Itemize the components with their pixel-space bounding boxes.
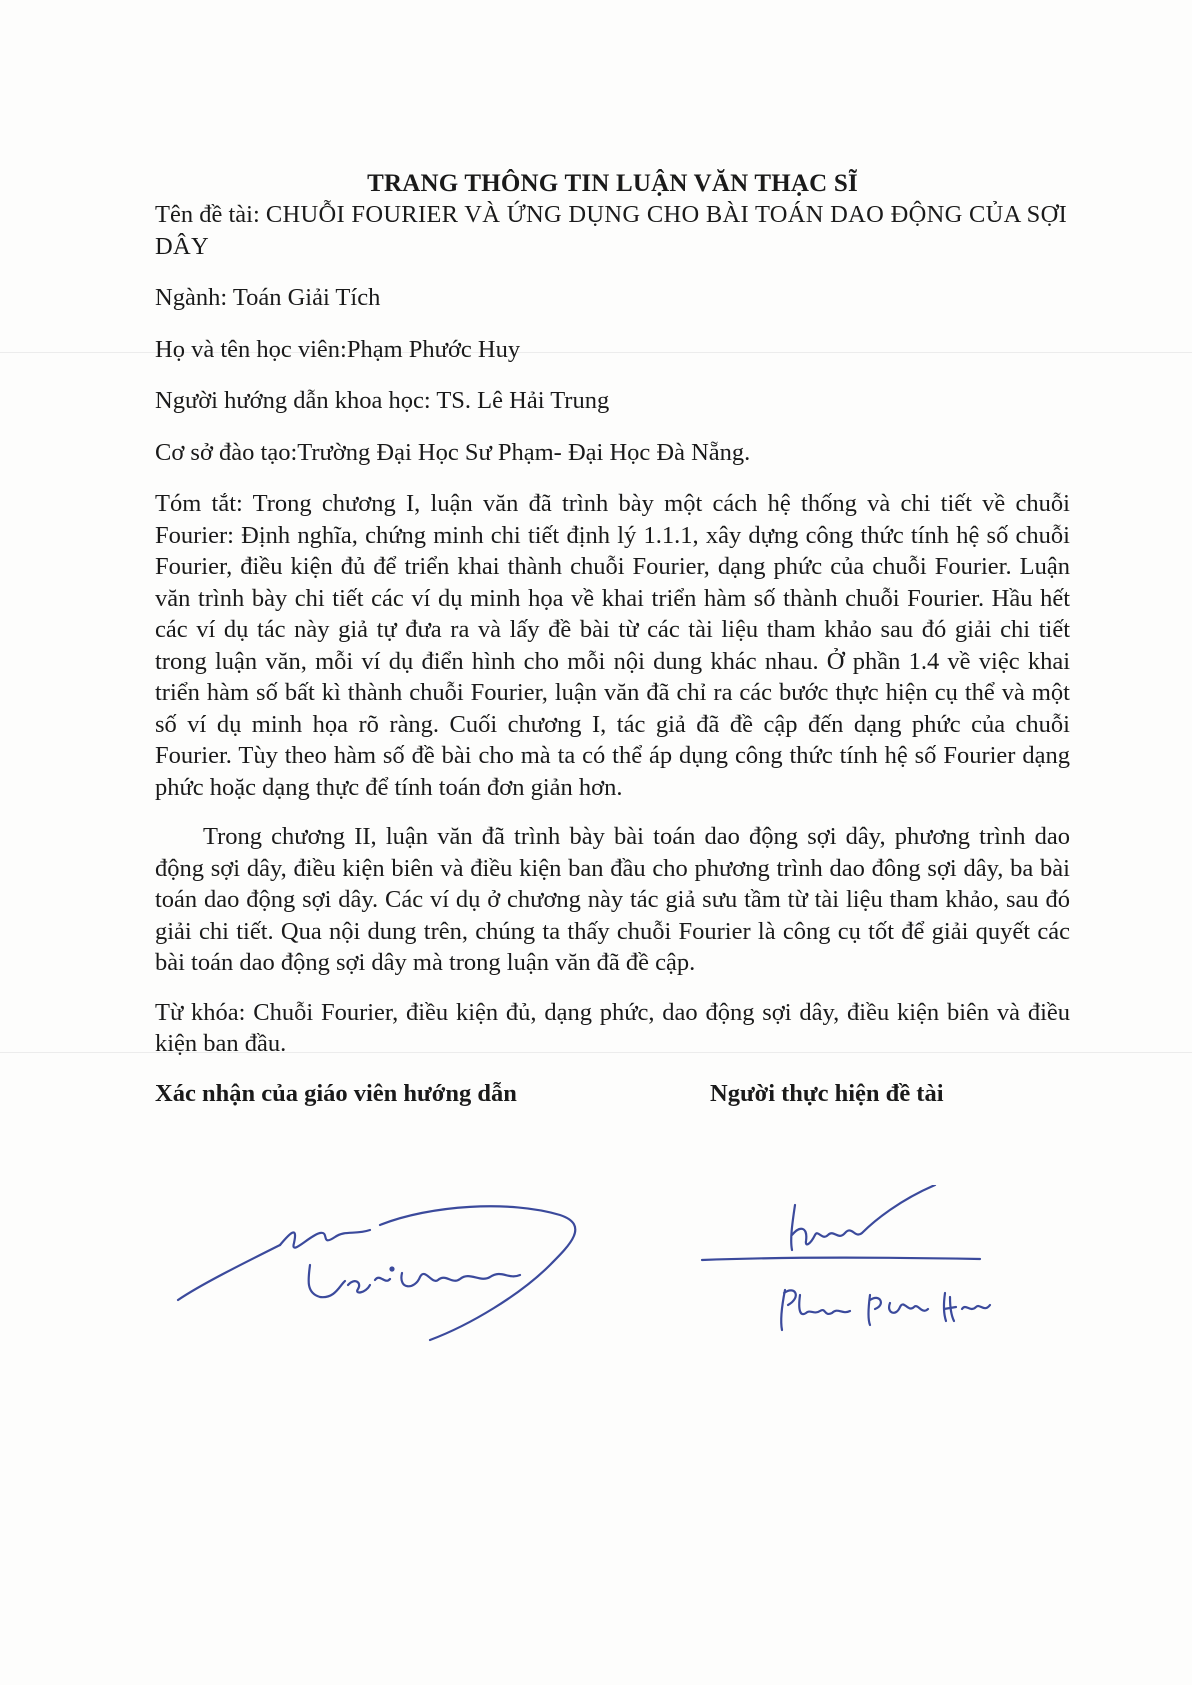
student-label: Họ và tên học viên: [155,335,347,363]
institution-label: Cơ sở đào tạo: [155,438,298,466]
summary-paragraph-2: Trong chương II, luận văn đã trình bày bài toán dao động sợi dây, phương trình dao động sợi dây, điều kiện biên và điều kiện ban đầu cho phương trình dao đông sợi dây, ba bài toán dao động sợi dây. Các ví dụ ở chương này tác giả sưu tầm từ tài liệu tham khảo, sau đó giải chi tiết. Qua nội dung trên, chúng ta thấy chuỗi Fourier là công cụ tốt để giải quyết các bài toán dao động sợi dây mà trong luận văn đã đề cập. [155,823,1070,976]
supervisor-signature-image [170,1185,610,1345]
keywords-field [155,997,1070,1060]
signature-headings [155,1078,1070,1118]
supervisor-field [155,385,1070,417]
author-signature-image [700,1185,1020,1345]
document-content [155,168,1070,1118]
topic-value: CHUỖI FOURIER VÀ ỨNG DỤNG CHO BÀI TOÁN DAO ĐỘNG CỦA SỢI DÂY [155,201,1068,260]
summary-text-1: Trong chương I, luận văn đã trình bày một cách hệ thống và chi tiết về chuỗi Fourier: Định nghĩa, chứng minh chi tiết định lý 1.1.1, xây dựng công thức tính hệ số chuỗi Fourier, điều kiện đủ để triển khai thành chuỗi Fourier, dạng phức của chuỗi Fourier. Luận văn trình bày chi tiết các ví dụ minh họa về khai triển hàm số thành chuỗi Fourier. Hầu hết các ví dụ tác này giả tự đưa ra và lấy đề bài từ các tài liệu tham khảo sau đó giải chi tiết trong luận văn, mỗi ví dụ điển hình cho mỗi nội dung khác nhau. Ở phần 1.4 về việc khai triển hàm số bất kì thành chuỗi Fourier, luận văn đã chỉ ra các bước thực hiện cụ thể và một số ví dụ minh họa rõ ràng. Cuối chương I, tác giả đã đề cập đến dạng phức của chuỗi Fourier. Tùy theo hàm số đề bài cho mà ta có thể áp dụng công thức tính hệ số Fourier dạng phức hoặc dạng thực để tính toán đơn giản hơn. [155,490,1070,801]
keywords-label: Từ khóa: [155,998,246,1026]
author-heading: Người thực hiện đề tài [710,1079,944,1107]
document-title: TRANG THÔNG TIN LUẬN VĂN THẠC SĨ [367,170,858,197]
keywords-value: Chuỗi Fourier, điều kiện đủ, dạng phức, dao động sợi dây, điều kiện biên và điều kiện ban đầu. [155,998,1070,1057]
major-field [155,282,1070,314]
supervisor-label: Người hướng dẫn khoa học: [155,387,431,414]
summary-paragraph-1 [155,488,1070,803]
institution-field [155,437,1070,469]
major-label: Ngành: [155,284,228,311]
major-value: Toán Giải Tích [232,284,381,311]
student-field [155,334,1070,366]
supervisor-value: TS. Lê Hải Trung [436,387,610,414]
institution-value: Trường Đại Học Sư Phạm- Đại Học Đà Nẵng. [297,438,751,466]
student-value: Phạm Phước Huy [346,335,521,363]
summary-label: Tóm tắt: [155,490,243,517]
supervisor-confirmation-heading: Xác nhận của giáo viên hướng dẫn [155,1079,517,1107]
topic-field [155,199,1070,262]
topic-label: Tên đề tài: [155,201,260,228]
